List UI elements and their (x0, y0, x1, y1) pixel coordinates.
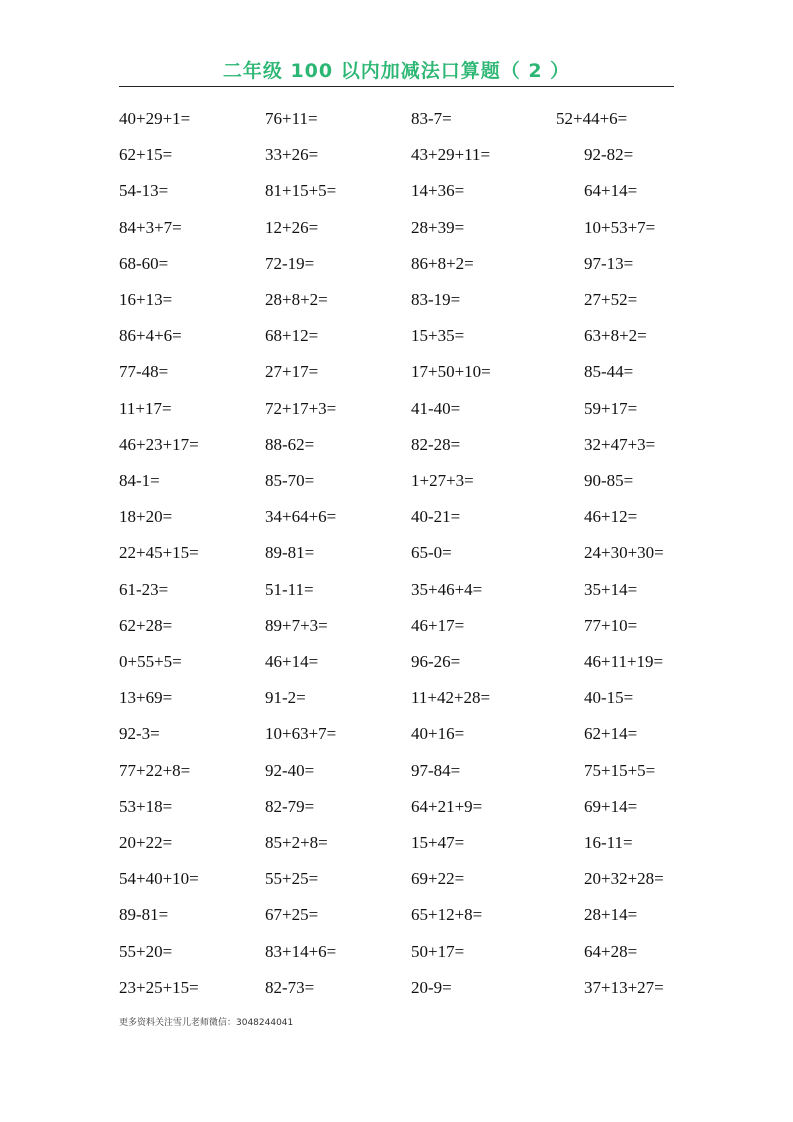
problem-item: 20-9= (411, 977, 452, 997)
problem-item: 33+26= (265, 145, 319, 165)
problem-item: 40-15= (584, 688, 634, 708)
problem-item: 63+8+2= (584, 326, 647, 346)
problem-item: 23+25+15= (119, 977, 199, 997)
problem-item: 97-84= (411, 760, 461, 780)
problem-item: 46+17= (411, 615, 465, 635)
problem-item: 84+3+7= (119, 217, 182, 237)
problem-item: 52+44+6= (556, 109, 628, 128)
problem-item: 83+14+6= (265, 941, 337, 961)
problem-item: 82-73= (265, 977, 315, 997)
footer-note: 更多资料关注雪儿老师微信：3048244041 (119, 1018, 294, 1028)
problem-item: 89-81= (265, 543, 315, 563)
problem-item: 0+55+5= (119, 652, 182, 671)
problem-item: 65-0= (411, 543, 452, 563)
problem-item: 18+20= (119, 507, 173, 527)
problem-item: 92-3= (119, 724, 160, 744)
problem-item: 43+29+11= (411, 145, 491, 165)
problem-item: 46+23+17= (119, 434, 199, 454)
problem-item: 61-23= (119, 579, 169, 599)
problem-item: 69+22= (411, 869, 465, 889)
problem-item: 13+69= (119, 688, 173, 708)
problem-item: 64+14= (584, 181, 638, 201)
problem-item: 12+26= (265, 217, 319, 237)
problem-item: 64+28= (584, 941, 638, 961)
problem-item: 15+35= (411, 326, 465, 346)
problem-item: 75+15+5= (584, 760, 656, 780)
problem-item: 77-48= (119, 362, 169, 382)
problem-item: 40-21= (411, 507, 461, 527)
problem-item: 72+17+3= (265, 398, 337, 418)
problem-item: 28+14= (584, 905, 638, 925)
title-divider (119, 86, 674, 87)
problem-item: 17+50+10= (411, 362, 491, 382)
problem-item: 89+7+3= (265, 615, 328, 635)
problem-item: 62+28= (119, 615, 173, 635)
problem-item: 24+30+30= (584, 543, 664, 563)
problem-item: 50+17= (411, 941, 465, 961)
problem-item: 86+4+6= (119, 326, 182, 346)
problem-item: 96-26= (411, 652, 461, 671)
problem-item: 51-11= (265, 579, 314, 599)
problem-item: 20+32+28= (584, 869, 664, 889)
problem-item: 77+10= (584, 615, 638, 635)
problem-item: 92-82= (584, 145, 634, 165)
problem-item: 83-7= (411, 109, 452, 128)
problem-item: 10+63+7= (265, 724, 337, 744)
problem-item: 85-70= (265, 471, 315, 490)
problem-item: 62+14= (584, 724, 638, 744)
problem-item: 27+17= (265, 362, 319, 382)
problem-item: 40+29+1= (119, 109, 191, 128)
problem-item: 83-19= (411, 290, 461, 309)
problem-item: 34+64+6= (265, 507, 337, 527)
problem-item: 11+17= (119, 398, 172, 418)
problem-item: 10+53+7= (584, 217, 656, 237)
problem-item: 72-19= (265, 253, 315, 273)
problem-item: 88-62= (265, 434, 315, 454)
problem-item: 41-40= (411, 398, 461, 418)
problem-item: 67+25= (265, 905, 319, 925)
problem-item: 85+2+8= (265, 833, 328, 852)
problem-item: 16+13= (119, 290, 173, 309)
problem-item: 62+15= (119, 145, 173, 165)
problem-item: 15+47= (411, 833, 465, 852)
problem-item: 16-11= (584, 833, 633, 852)
problem-item: 84-1= (119, 471, 160, 490)
problem-item: 69+14= (584, 796, 638, 816)
problem-item: 65+12+8= (411, 905, 483, 925)
problem-item: 92-40= (265, 760, 315, 780)
problem-item: 14+36= (411, 181, 465, 201)
problem-item: 53+18= (119, 796, 173, 816)
problem-item: 40+16= (411, 724, 465, 744)
problem-item: 46+14= (265, 652, 319, 671)
problem-item: 28+39= (411, 217, 465, 237)
problem-item: 68-60= (119, 253, 169, 273)
problem-item: 91-2= (265, 688, 306, 708)
problem-item: 89-81= (119, 905, 169, 925)
problem-item: 81+15+5= (265, 181, 337, 201)
problem-item: 1+27+3= (411, 471, 474, 490)
problem-item: 27+52= (584, 290, 638, 309)
problem-item: 46+12= (584, 507, 638, 527)
problem-item: 90-85= (584, 471, 634, 490)
page-title: 二年级 100 以内加减法口算题（ 2 ） (222, 60, 571, 82)
problem-item: 59+17= (584, 398, 638, 418)
problem-item: 37+13+27= (584, 977, 664, 997)
problem-item: 32+47+3= (584, 434, 656, 454)
problem-item: 82-79= (265, 796, 315, 816)
problem-item: 46+11+19= (584, 652, 664, 671)
problem-item: 86+8+2= (411, 253, 474, 273)
problem-item: 68+12= (265, 326, 319, 346)
problem-item: 85-44= (584, 362, 634, 382)
problem-item: 55+20= (119, 941, 173, 961)
problem-item: 11+42+28= (411, 688, 491, 708)
problem-item: 97-13= (584, 253, 634, 273)
problem-item: 64+21+9= (411, 796, 483, 816)
problem-item: 35+14= (584, 579, 638, 599)
problem-item: 77+22+8= (119, 760, 191, 780)
problem-item: 35+46+4= (411, 579, 483, 599)
problem-item: 28+8+2= (265, 290, 328, 309)
problem-item: 55+25= (265, 869, 319, 889)
problem-item: 54-13= (119, 181, 169, 201)
problem-item: 22+45+15= (119, 543, 199, 563)
problem-item: 82-28= (411, 434, 461, 454)
problem-item: 20+22= (119, 833, 173, 852)
problem-item: 54+40+10= (119, 869, 199, 889)
problem-item: 76+11= (265, 109, 318, 128)
